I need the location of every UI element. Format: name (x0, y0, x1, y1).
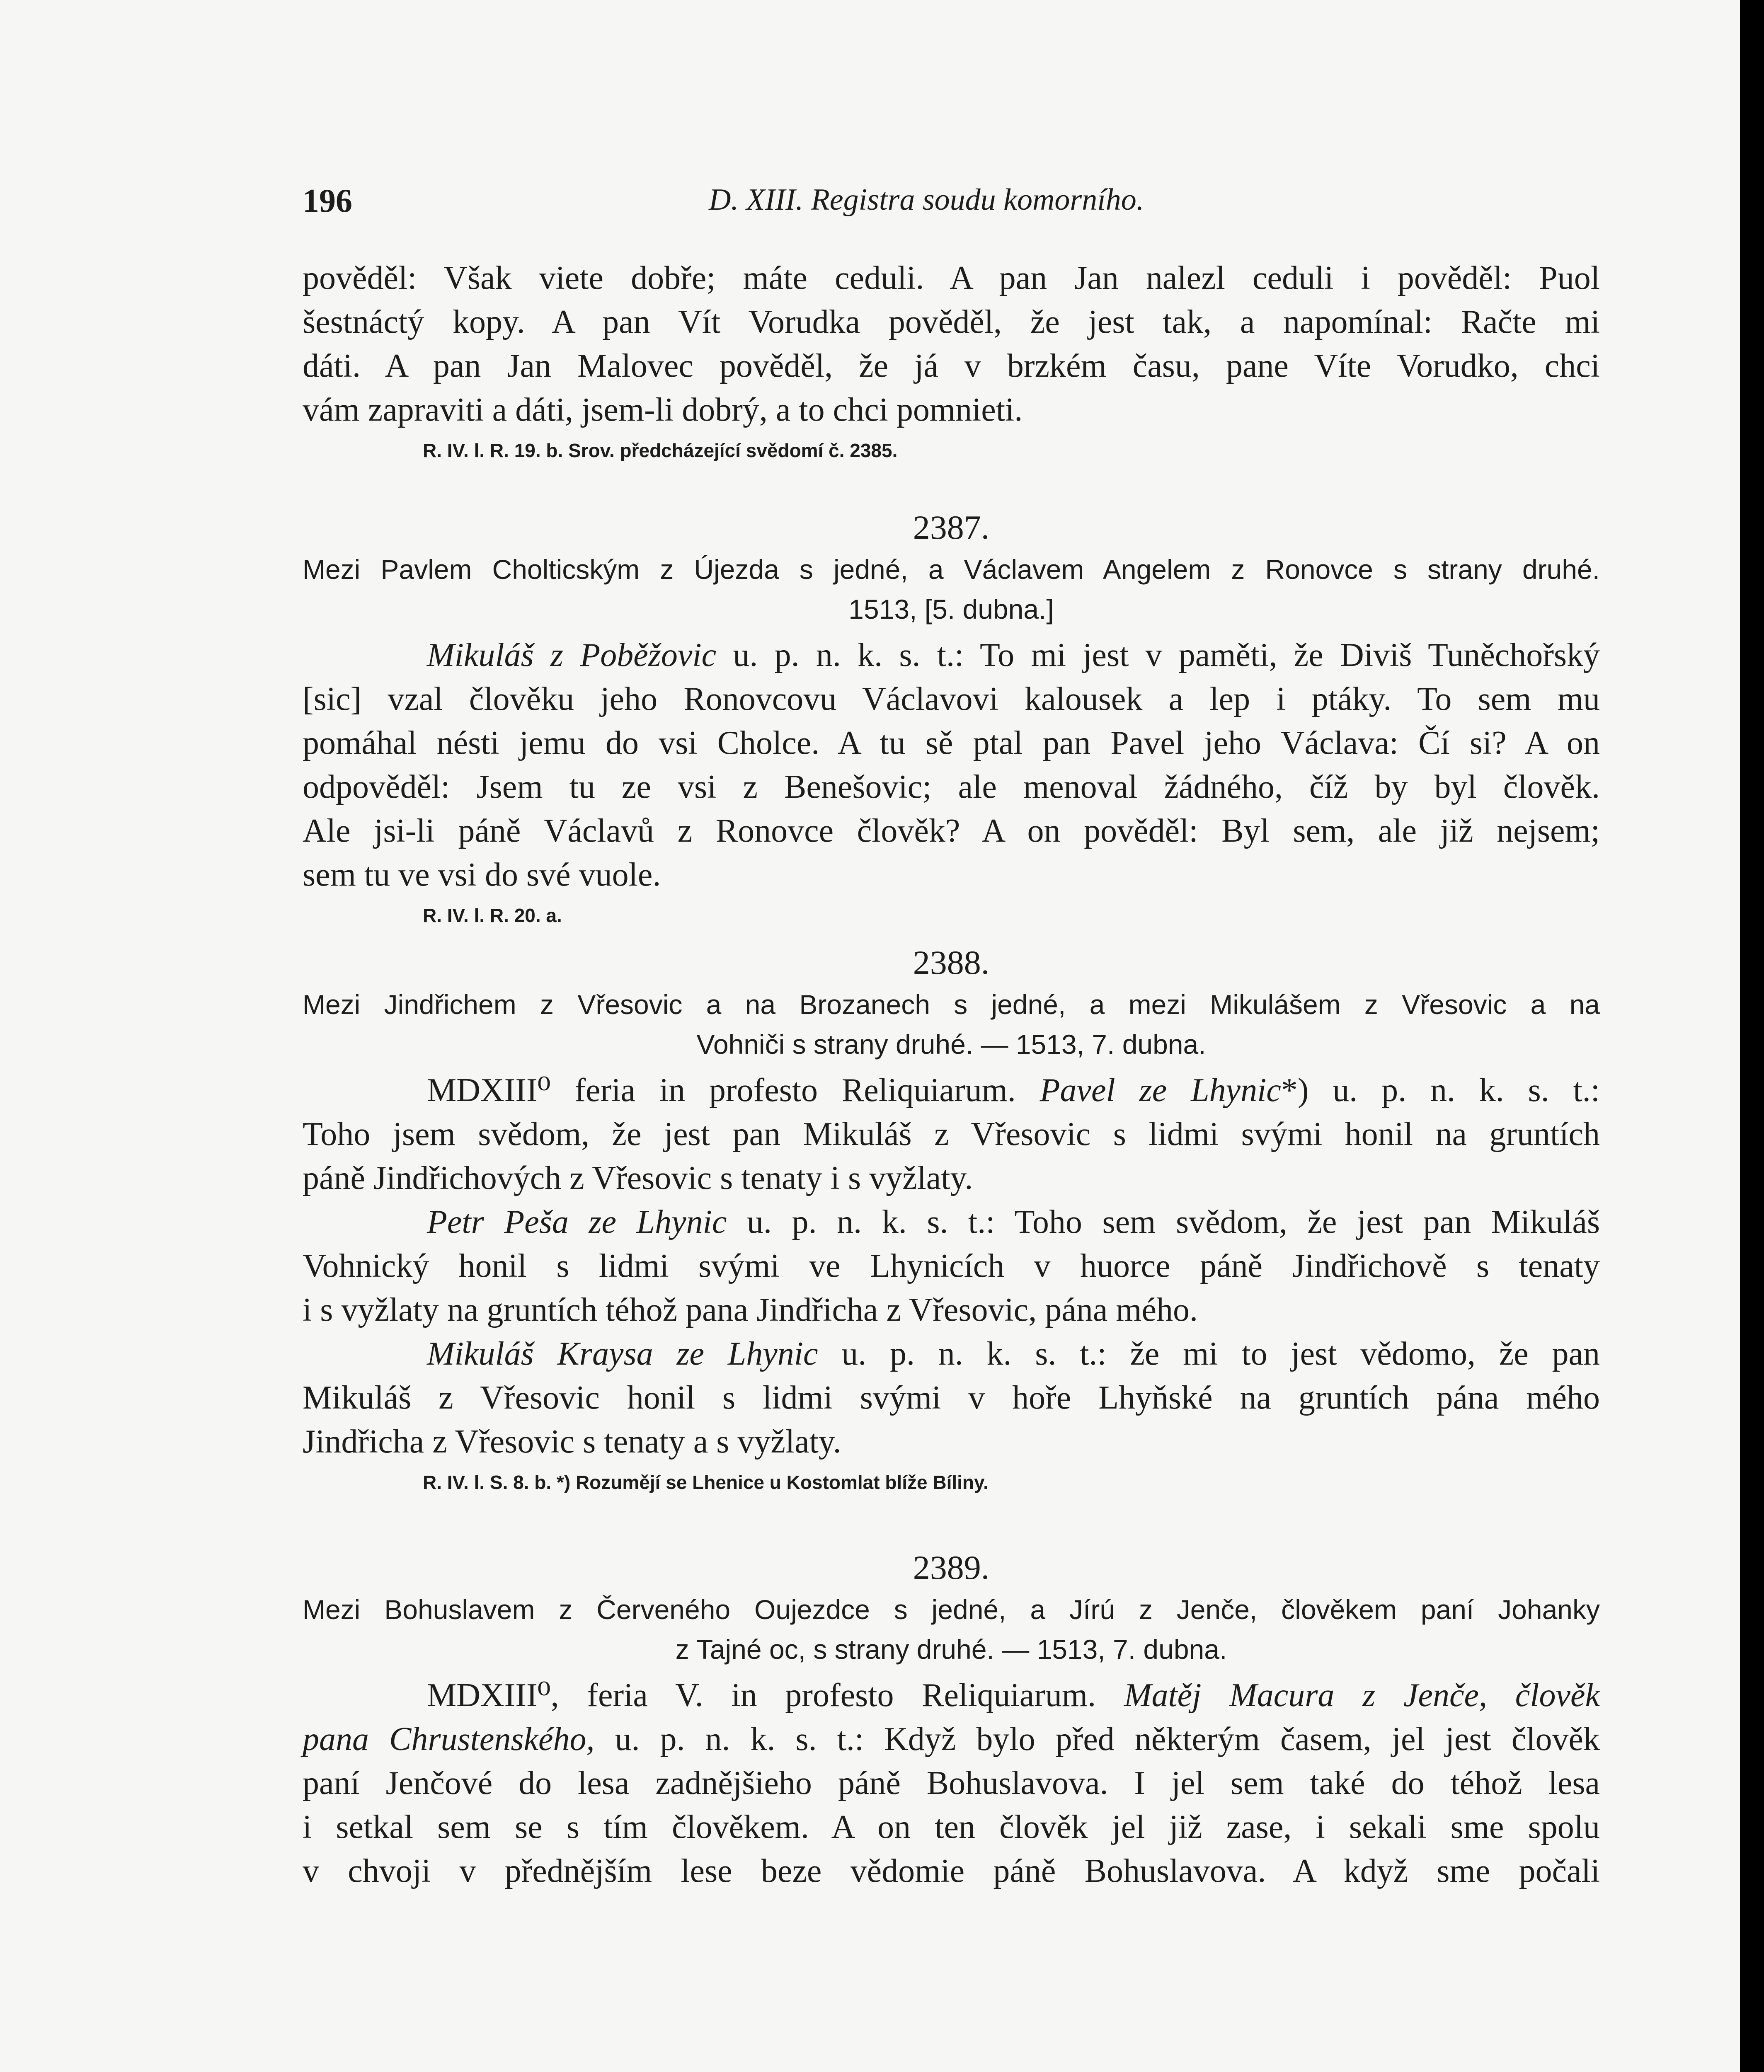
text-line: páně Jindřichových z Vřesovic s tenaty i s vyžlaty. (303, 1160, 973, 1196)
archive-reference: R. IV. l. S. 8. b. *) Rozumějí se Lhenice u Kostomlat blíže Bíliny. (423, 1472, 989, 1493)
text-line: i setkal sem se s tím člověkem. A on ten člověk jel již zase, i sekali sme spolu (303, 1809, 1600, 1845)
testimony-text: u. p. n. k. s. t.: Toho sem svědom, že jest pan Mikuláš (746, 1204, 1600, 1240)
running-title: D. XIII. Registra soudu komorního. (709, 183, 1144, 217)
testimony-line (303, 1332, 1600, 1376)
entry-date: Vohniči s strany druhé. — 1513, 7. dubna. (696, 1029, 1206, 1060)
entry-heading: Mezi Bohuslavem z Červeného Oujezdce s jedné, a Jírú z Jenče, člověkem paní Johanky (303, 1594, 1600, 1625)
entry-number: 2388. (913, 944, 990, 981)
entry-2388 (303, 941, 1600, 1501)
testimony-line (303, 1717, 1600, 1761)
text-line: Toho jsem svědom, že jest pan Mikuláš z Vřesovic s lidmi svými honil na gruntích (303, 1116, 1600, 1152)
text-line: Jindřicha z Vřesovic s tenaty a s vyžlaty. (303, 1423, 841, 1460)
text-line: Mikuláš z Vřesovic honil s lidmi svými v hoře Lhyňské na gruntích pána mého (303, 1380, 1600, 1416)
witness-name: Matěj Macura z Jenče, člověk (1124, 1677, 1600, 1714)
text-line: [sic] vzal člověku jeho Ronovcovu Václavovi kalousek a lep i ptáky. To sem mu (303, 681, 1600, 717)
text-line: sem tu ve vsi do své vuole. (303, 857, 661, 893)
entry-date: z Tajné oc, s strany druhé. — 1513, 7. dubna. (675, 1634, 1227, 1665)
entry-heading: Mezi Pavlem Cholticským z Újezda s jedné, a Václavem Angelem z Ronovce s strany druhé. (303, 554, 1600, 585)
text-line: paní Jenčové do lesa zadnějšieho páně Bohuslavova. I jel sem také do téhož lesa (303, 1765, 1600, 1801)
page-header (303, 182, 1600, 232)
continuation-text (303, 256, 1600, 469)
date-text: MDXIII⁰ feria in profesto Reliquiarum. (427, 1072, 1016, 1109)
testimony-line (303, 1200, 1600, 1244)
testimony-text: u. p. n. k. s. t.: To mi jest v paměti, že Diviš Tuněchořský (733, 637, 1600, 673)
entry-number: 2389. (913, 1549, 990, 1586)
text-line: v chvoji v přednějším lese beze vědomie páně Bohuslavova. A když sme počali (303, 1853, 1600, 1889)
testimony-line (303, 1068, 1600, 1112)
archive-reference: R. IV. l. R. 20. a. (423, 905, 562, 926)
archive-reference: R. IV. l. R. 19. b. Srov. předcházející svědomí č. 2385. (423, 440, 898, 461)
text-line: vám zapraviti a dáti, jsem-li dobrý, a to chci pomnieti. (303, 392, 1023, 428)
entry-date: 1513, [5. dubna.] (848, 594, 1054, 625)
testimony-line (303, 1673, 1600, 1717)
witness-name: pana Chrustenského, (303, 1721, 595, 1757)
witness-name: Pavel ze Lhynic (1040, 1072, 1281, 1109)
testimony-line (303, 633, 1600, 677)
text-line: šestnáctý kopy. A pan Vít Vorudka pověděl, že jest tak, a napomínal: Račte mi (303, 304, 1600, 340)
entry-2387 (303, 506, 1600, 934)
text-line: dáti. A pan Jan Malovec pověděl, že já v brzkém času, pane Víte Vorudko, chci (303, 348, 1600, 384)
text-line: i s vyžlaty na gruntích téhož pana Jindřicha z Vřesovic, pána mého. (303, 1292, 1198, 1328)
testimony-text: *) u. p. n. k. s. t.: (1281, 1072, 1600, 1109)
witness-name: Mikuláš Kraysa ze Lhynic (427, 1336, 818, 1372)
witness-name: Mikuláš z Poběžovic (427, 637, 717, 673)
text-line: Ale jsi-li páně Václavů z Ronovce člověk? A on pověděl: Byl sem, ale již nejsem; (303, 813, 1600, 849)
testimony-text: u. p. n. k. s. t.: že mi to jest vědomo, že pan (841, 1336, 1600, 1372)
date-text: MDXIII⁰, feria V. in profesto Reliquiarum. (427, 1677, 1096, 1714)
entry-number: 2387. (913, 508, 990, 546)
text-line: pověděl: Však viete dobře; máte ceduli. A pan Jan nalezl ceduli i pověděl: Puol (303, 260, 1600, 296)
testimony-text: u. p. n. k. s. t.: Když bylo před některým časem, jel jest člověk (615, 1721, 1600, 1757)
text-line: odpověděl: Jsem tu ze vsi z Benešovic; ale menoval žádného, číž by byl člověk. (303, 769, 1600, 805)
text-line: pomáhal nésti jemu do vsi Cholce. A tu sě ptal pan Pavel jeho Václava: Čí si? A on (303, 725, 1600, 761)
entry-heading: Mezi Jindřichem z Vřesovic a na Brozanech s jedné, a mezi Mikulášem z Vřesovic a na (303, 989, 1600, 1020)
witness-name: Petr Peša ze Lhynic (427, 1204, 727, 1240)
entry-2389 (303, 1546, 1600, 1893)
text-line: Vohnický honil s lidmi svými ve Lhynicích v huorce páně Jindřichově s tenaty (303, 1248, 1600, 1284)
page-number: 196 (303, 183, 352, 219)
